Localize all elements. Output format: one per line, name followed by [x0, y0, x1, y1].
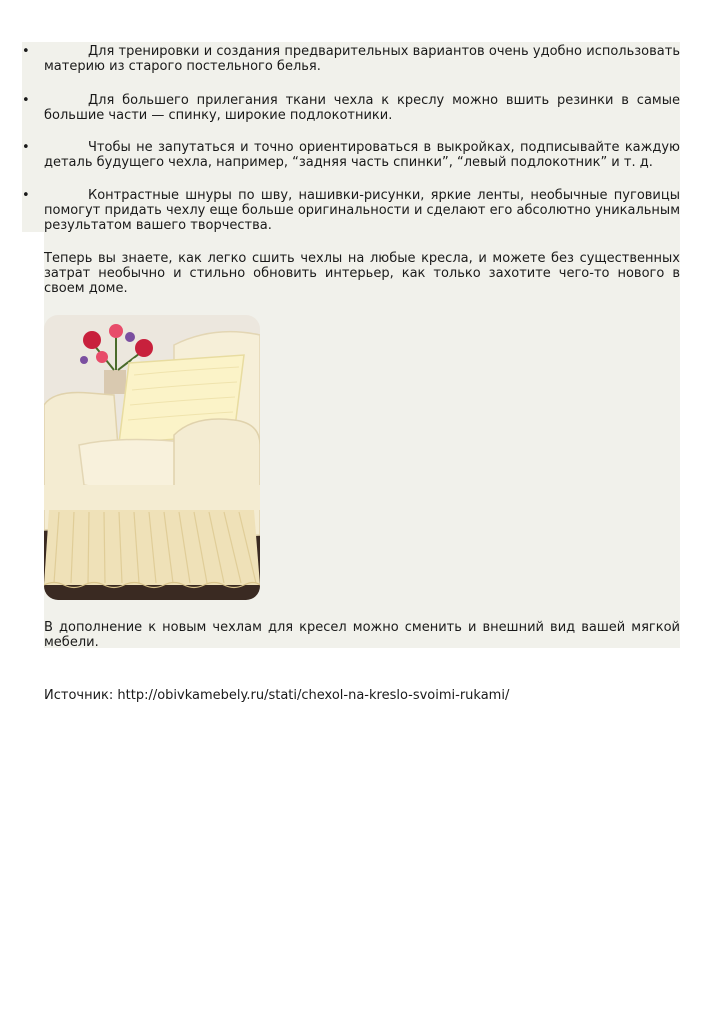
armchair-illustration	[44, 315, 260, 600]
after-photo-paragraph: В дополнение к новым чехлам для кресел можно сменить и внешний вид вашей мягкой мебели.	[44, 620, 680, 650]
bullet-marker: •	[22, 188, 30, 203]
bullet-marker: •	[22, 44, 30, 59]
bullet-text-2: Для большего прилегания ткани чехла к креслу можно вшить резинки в самые большие части — спинку, широкие подлокотники.	[44, 93, 680, 123]
bullet-text-4: Контрастные шнуры по шву, нашивки-рисунки, яркие ленты, необычные пуговицы помогут придать чехлу еще больше оригинальности и сделают его абсолютно уникальным результатом вашего творчества.	[44, 188, 680, 233]
bullet-marker: •	[22, 140, 30, 155]
bullet-text-1: Для тренировки и создания предварительных вариантов очень удобно использовать материю из старого постельного белья.	[44, 44, 680, 74]
armchair-photo	[44, 315, 260, 600]
source-link[interactable]: Источник: http://obivkamebely.ru/stati/chexol-na-kreslo-svoimi-rukami/	[44, 688, 510, 703]
conclusion-paragraph: Теперь вы знаете, как легко сшить чехлы на любые кресла, и можете без существенных затрат необычно и стильно обновить интерьер, как только захотите чего-то нового в своем доме.	[44, 251, 680, 296]
bullet-marker: •	[22, 93, 30, 108]
bullet-text-3: Чтобы не запутаться и точно ориентироваться в выкройках, подписывайте каждую деталь будущего чехла, например, “задняя часть спинки”, “левый подлокотник” и т. д.	[44, 140, 680, 170]
